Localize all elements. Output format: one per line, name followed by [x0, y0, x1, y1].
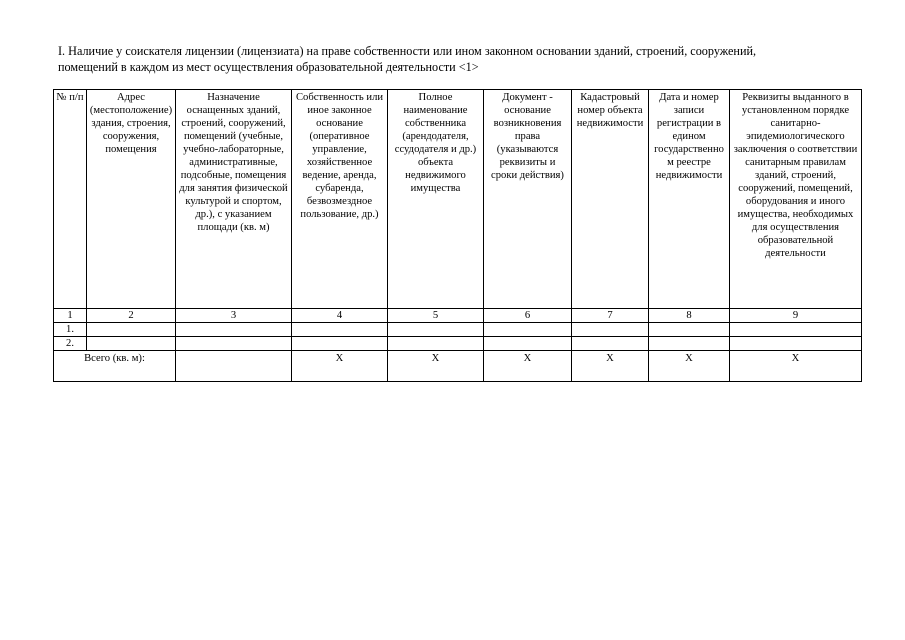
empty-cell	[176, 323, 292, 337]
empty-cell	[87, 323, 176, 337]
column-header-registry-record: Дата и номер записи регистрации в едином государственном реестре недвижимости	[649, 90, 730, 309]
not-applicable-mark: X	[572, 351, 649, 382]
column-header-sanitary-conclusion: Реквизиты выданного в установленном порядке санитарно-эпидемиологического заключения о соответствии санитарным правилам зданий, строений, сооружений, помещений, оборудования и иного имущества, необходимых для осуществления образовательной деятельности	[730, 90, 862, 309]
column-header-cadastral-number: Кадастровый номер объекта недвижимости	[572, 90, 649, 309]
table-row	[54, 337, 862, 351]
column-number: 6	[484, 309, 572, 323]
empty-cell	[388, 337, 484, 351]
heading-line-1: I. Наличие у соискателя лицензии (лицензиата) на праве собственности или ином законном основании зданий, строений, сооружений,	[58, 44, 757, 58]
column-number-row	[54, 309, 862, 323]
empty-cell	[176, 337, 292, 351]
empty-cell	[730, 323, 862, 337]
column-header-number: № п/п	[54, 90, 87, 309]
empty-cell	[649, 337, 730, 351]
empty-cell	[87, 337, 176, 351]
row-number: 1.	[54, 323, 87, 337]
not-applicable-mark: X	[292, 351, 388, 382]
empty-cell	[292, 323, 388, 337]
column-number: 7	[572, 309, 649, 323]
not-applicable-mark: X	[730, 351, 862, 382]
not-applicable-mark: X	[484, 351, 572, 382]
table-header-row	[54, 90, 862, 309]
column-number: 1	[54, 309, 87, 323]
total-area-cell	[176, 351, 292, 382]
column-number: 9	[730, 309, 862, 323]
column-number: 3	[176, 309, 292, 323]
column-header-address: Адрес (местоположение) здания, строения, сооружения, помещения	[87, 90, 176, 309]
column-header-ownership: Собственность или иное законное основание (оперативное управление, хозяйственное ведение, аренда, субаренда, безвозмездное пользование, др.)	[292, 90, 388, 309]
empty-cell	[730, 337, 862, 351]
empty-cell	[572, 323, 649, 337]
column-number: 5	[388, 309, 484, 323]
not-applicable-mark: X	[649, 351, 730, 382]
total-label: Всего (кв. м):	[54, 351, 176, 382]
column-header-purpose: Назначение оснащенных зданий, строений, сооружений, помещений (учебные, учебно-лабораторные, административные, подсобные, помещения для занятия физической культурой и спортом, др.), с указанием площади (кв. м)	[176, 90, 292, 309]
column-header-basis-document: Документ - основание возникновения права (указываются реквизиты и сроки действия)	[484, 90, 572, 309]
empty-cell	[292, 337, 388, 351]
column-number: 4	[292, 309, 388, 323]
empty-cell	[572, 337, 649, 351]
empty-cell	[649, 323, 730, 337]
empty-cell	[388, 323, 484, 337]
empty-cell	[484, 337, 572, 351]
column-number: 8	[649, 309, 730, 323]
row-number: 2.	[54, 337, 87, 351]
total-row	[54, 351, 862, 382]
section-heading	[58, 44, 858, 75]
not-applicable-mark: X	[388, 351, 484, 382]
premises-table	[53, 89, 862, 382]
heading-line-2: помещений в каждом из мест осуществления образовательной деятельности <1>	[58, 59, 479, 74]
empty-cell	[484, 323, 572, 337]
table-row	[54, 323, 862, 337]
column-number: 2	[87, 309, 176, 323]
column-header-owner-name: Полное наименование собственника (арендодателя, ссудодателя и др.) объекта недвижимого имущества	[388, 90, 484, 309]
